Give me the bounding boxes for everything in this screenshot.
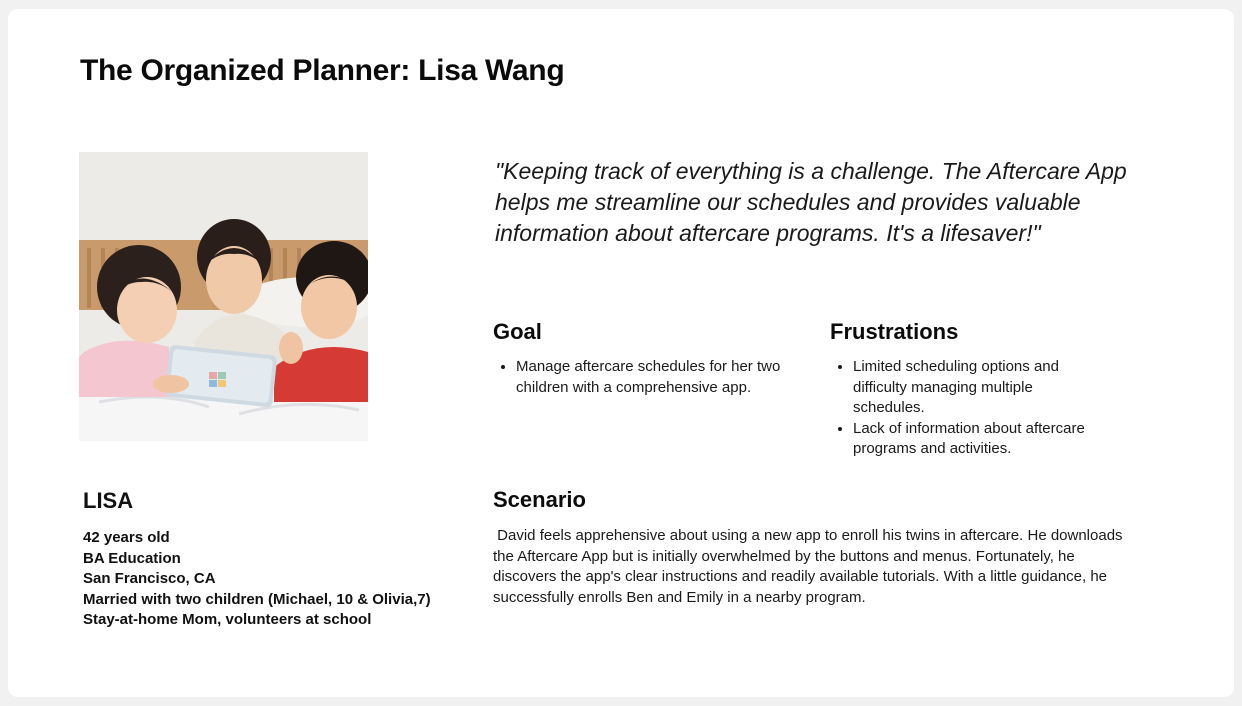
profile-name: LISA: [83, 488, 134, 513]
frustration-item: • Lack of information about aftercare programs and activities.: [853, 419, 1108, 460]
persona-photo: [79, 152, 368, 441]
persona-quote: "Keeping track of everything is a challenge. The Aftercare App helps me streamline our schedules and provides valuable information about aftercare programs. It's a lifesaver!": [495, 158, 1127, 246]
profile-facts: [83, 528, 431, 631]
frustration-item: • Limited scheduling options and difficulty managing multiple schedules.: [853, 357, 1108, 419]
profile-education: BA Education: [83, 549, 181, 567]
profile-location: San Francisco, CA: [83, 570, 216, 587]
frustrations-list: [831, 357, 1108, 460]
scenario-text: David feels apprehensive about using a new app to enroll his twins in aftercare. He downloads the Aftercare App but is initially overwhelmed by the buttons and menus. Fortunately, he discovers the app's clear instructions and readily available tutorials. With a little guidance, he successfully enrolls Ben and Emily in a nearby program.: [493, 527, 1127, 606]
scenario-heading: Scenario: [493, 487, 586, 512]
frustrations-heading: Frustrations: [830, 319, 959, 344]
page-title: The Organized Planner: Lisa Wang: [80, 54, 565, 87]
profile-family: Married with two children (Michael, 10 & Olivia,7): [83, 590, 431, 608]
profile-age: 42 years old: [83, 529, 170, 546]
profile-occupation: Stay-at-home Mom, volunteers at school: [83, 611, 372, 628]
goal-list: [494, 357, 806, 398]
goal-heading: Goal: [493, 319, 542, 344]
goal-item: • Manage aftercare schedules for her two children with a comprehensive app.: [516, 357, 806, 398]
